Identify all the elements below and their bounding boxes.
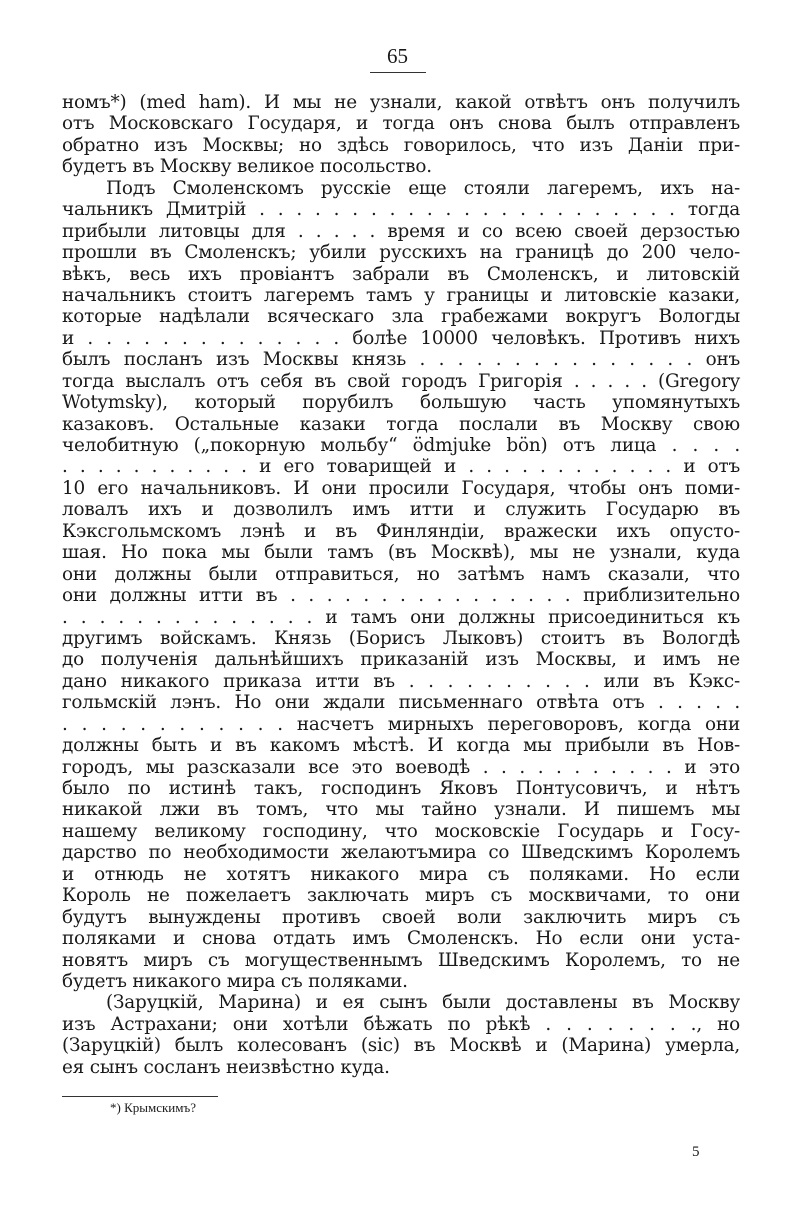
text-line: дарство по необходимости желаютъмира со Шведскимъ Королемъ	[62, 842, 740, 864]
signature-mark: 5	[692, 1144, 700, 1160]
text-line: казаковъ. Остальные казаки тогда послали въ Москву свою	[62, 413, 740, 435]
text-line: Подъ Смоленскомъ русскіе еще стояли лагеремъ, ихъ на-	[106, 177, 740, 199]
text-line: (Заруцкій, Марина) и ея сынъ были доставлены въ Москву	[106, 992, 740, 1014]
text-line: ловалъ ихъ и дозволилъ имъ итти и служить Государю въ	[62, 499, 740, 521]
text-line: никакой лжи въ томъ, что мы тайно узнали. И пишемъ мы	[62, 799, 740, 821]
text-line: будетъ въ Москву великое посольство.	[62, 156, 432, 178]
text-line: начальникъ стоитъ лагеремъ тамъ у границы и литовскіе казаки,	[62, 284, 740, 306]
page-number-rule	[370, 72, 426, 73]
text-line: нашему великому господину, что московскіе Государь и Госу-	[62, 820, 740, 842]
text-line: было по истинѣ такъ, господинъ Яковъ Понтусовичъ, и нѣтъ	[62, 778, 740, 799]
text-line: (Заруцкій) былъ колесованъ (sic) въ Москвѣ и (Марина) умерла,	[62, 1035, 740, 1057]
text-line: прошли въ Смоленскъ; убили русскихъ на границѣ до 200 чело-	[62, 242, 740, 264]
text-line: городъ, мы разсказали все это воеводѣ . . . . . . . . . . . и это	[62, 756, 740, 778]
text-line: обратно изъ Москвы; но здѣсь говорилось, что изъ Даніи при-	[62, 134, 740, 156]
paragraph	[62, 992, 740, 1078]
text-line: челобитную („покорную мольбу“ ödmjuke bön) отъ лица . . . .	[62, 435, 740, 456]
text-line: . . . . . . . . . . . и его товарищей и . . . . . . . . . . . . и отъ	[62, 456, 740, 478]
text-line: . . . . . . . . . . . . насчетъ мирныхъ переговоровъ, когда они	[62, 713, 740, 735]
text-line: до полученія дальнѣйшихъ приказаній изъ Москвы, и имъ не	[62, 649, 740, 671]
text-line: 10 его начальниковъ. И они просили Государя, чтобы онъ поми-	[62, 477, 740, 499]
text-line: номъ*) (med ham). И мы не узнали, какой отвѣтъ онъ получилъ	[62, 92, 740, 113]
text-line: . . . . . . . . . . . . . . и тамъ они должны присоединиться къ	[62, 606, 740, 628]
text-line: ея сынъ сосланъ неизвѣстно куда.	[62, 1056, 390, 1078]
text-line: будутъ вынуждены противъ своей воли заключить миръ съ	[62, 906, 740, 928]
text-line: изъ Астрахани; они хотѣли бѣжать по рѣкѣ . . . . . . . ., но	[62, 1013, 740, 1035]
text-line: чальникъ Дмитрій . . . . . . . . . . . . . . . . . . . . . . . тогда	[62, 199, 740, 221]
text-line: поляками и снова отдать имъ Смоленскъ. Но если они уста-	[62, 928, 740, 950]
text-line: отъ Московскаго Государя, и тогда онъ снова былъ отправленъ	[62, 113, 740, 135]
text-line: они должны итти въ . . . . . . . . . . . . . . . . приблизительно	[62, 585, 740, 607]
paragraph	[62, 92, 740, 178]
text-line: дано никакого приказа итти въ . . . . . . . . . . или въ Кэкс-	[62, 670, 740, 692]
text-line: шая. Но пока мы были тамъ (въ Москвѣ), мы не узнали, куда	[62, 542, 740, 564]
text-line: должны быть и въ какомъ мѣстѣ. И когда мы прибыли въ Нов-	[62, 735, 740, 757]
text-line: вѣкъ, весь ихъ провіантъ забрали въ Смоленскъ, и литовскій	[62, 263, 740, 285]
text-line: и отнюдь не хотятъ никакого мира съ поляками. Но если	[62, 863, 740, 885]
text-line: былъ посланъ изъ Москвы князь . . . . . . . . . . . . . . . онъ	[62, 349, 740, 371]
text-line: новятъ миръ съ могущественнымъ Шведскимъ Королемъ, то не	[62, 949, 740, 971]
text-line: другимъ войскамъ. Князь (Борисъ Лыковъ) стоитъ въ Вологдѣ	[62, 627, 740, 649]
footnote-rule	[62, 1096, 218, 1097]
body-text	[62, 92, 740, 1078]
text-line: будетъ никакого мира съ поляками.	[62, 970, 408, 992]
text-line: они должны были отправиться, но затѣмъ намъ сказали, что	[62, 563, 740, 585]
text-line: и . . . . . . . . . . . . . . болѣе 10000 человѣкъ. Противъ нихъ	[62, 327, 740, 349]
text-line: Кэксгольмскомъ лэнѣ и въ Финляндіи, вражески ихъ опусто-	[62, 520, 740, 542]
text-line: которые надѣлали всяческаго зла грабежами вокругъ Вологды	[62, 306, 740, 328]
paragraph	[62, 178, 740, 993]
text-line: Wotymsky), который порубилъ большую часть упомянутыхъ	[62, 392, 740, 414]
text-line: тогда выслалъ отъ себя въ свой городъ Григорія . . . . . (Gregory	[62, 370, 740, 392]
text-line: гольмскій лэнъ. Но они ждали письменнаго отвѣта отъ . . . . .	[62, 692, 740, 714]
text-line: прибыли литовцы для . . . . . время и со всею своей дерзостью	[62, 220, 740, 242]
footnote: *) Крымскимъ?	[110, 1100, 196, 1115]
page-number: 65	[387, 44, 408, 68]
text-line: Король не пожелаетъ заключать миръ съ москвичами, то они	[62, 885, 740, 907]
